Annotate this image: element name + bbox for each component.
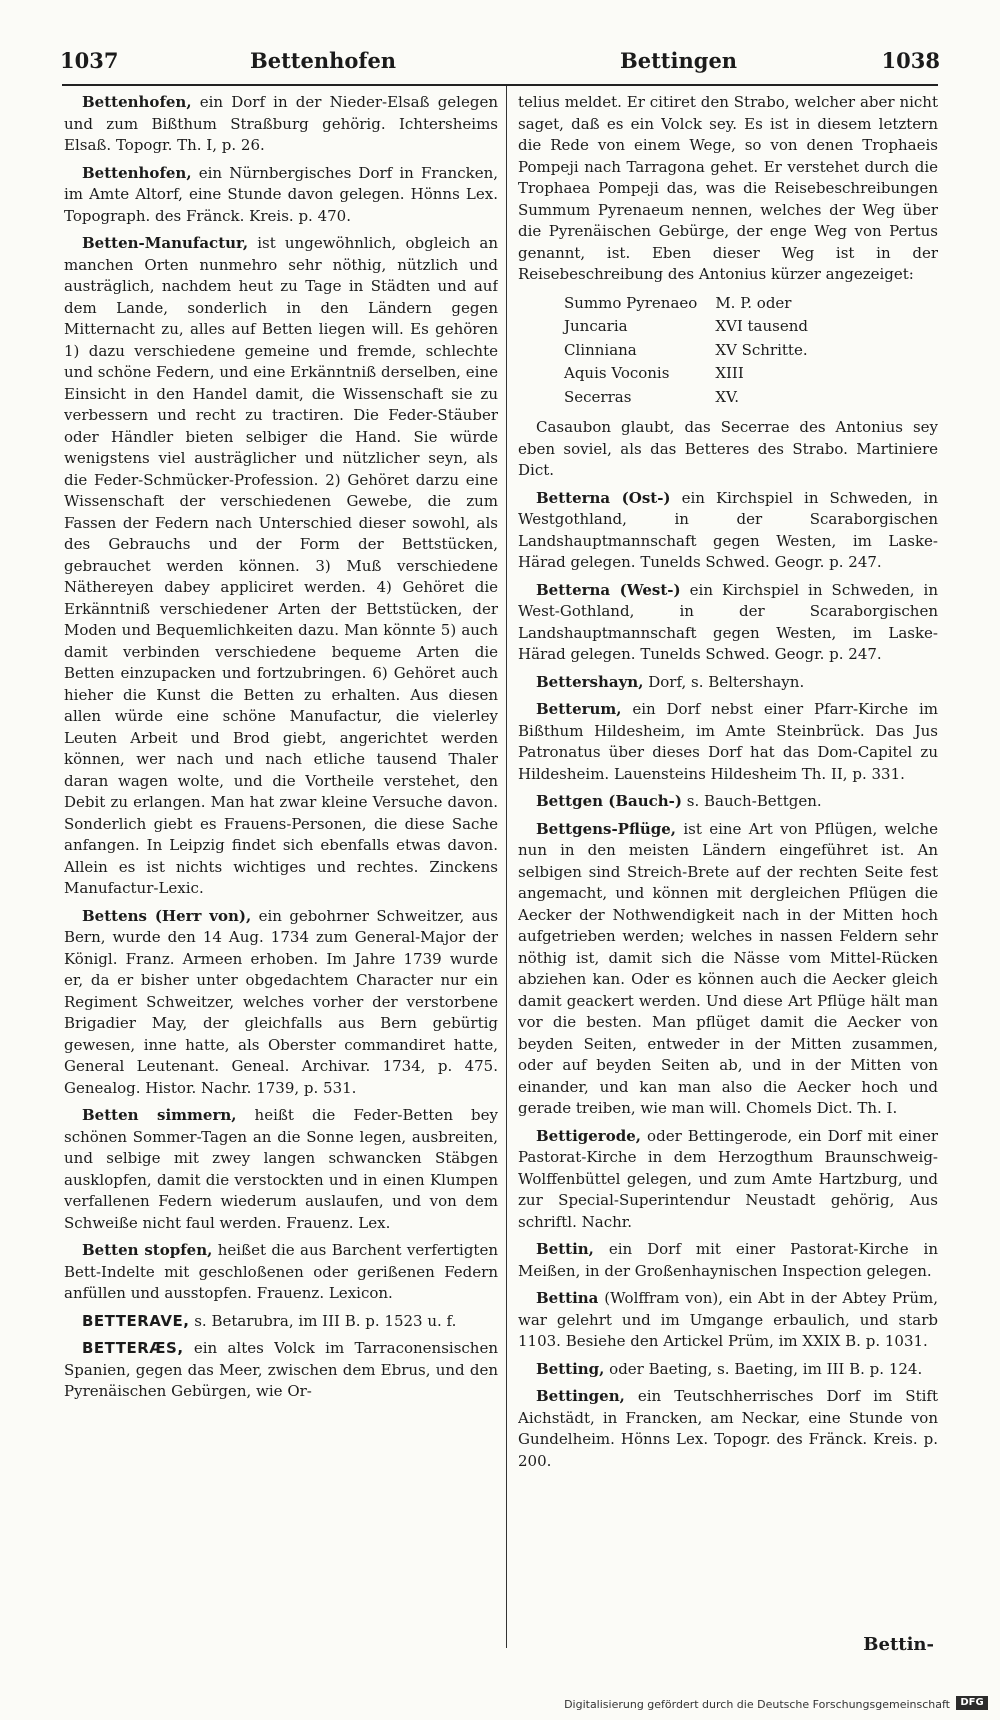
entry-text: s. Betarubra, im III B. p. 1523 u. f. xyxy=(189,1311,457,1330)
entry-betten-stopfen xyxy=(64,1240,498,1305)
entry-text: ein Nürnbergisches Dorf in Francken, im Amte Altorf, eine Stunde davon gelegen. Hönns Lex. Topograph. des Fränck. Kreis. p. 470. xyxy=(64,163,498,225)
entry-text: ein Dorf in der Nieder-Elsaß gelegen und zum Bißthum Straßburg gehörig. Ichtersheims Elsaß. Topogr. Th. I, p. 26. xyxy=(64,93,498,154)
funding-note: Digitalisierung gefördert durch die Deutsche Forschungsgemeinschaft xyxy=(564,1698,950,1711)
headword: Bettens (Herr von), xyxy=(82,906,252,925)
entry-bettens xyxy=(64,906,498,1100)
headword: BETTERAVE, xyxy=(82,1311,190,1330)
table-row xyxy=(564,315,826,339)
entry-text: oder Bettingerode, ein Dorf mit einer Pastorat-Kirche in dem Herzogthum Braunschweig-Wolffenbüttel gelegen, und zum Amte Hartzburg, und zur Special-Superintendur Neustadt gehörig, Aus schriftl. Nachr. xyxy=(518,1126,938,1231)
table-row xyxy=(564,339,826,363)
route-place: Summo Pyrenaeo xyxy=(564,293,698,312)
entry-bettershayn xyxy=(518,672,938,694)
headword: Betten-Manufactur, xyxy=(82,234,249,252)
continued-text: telius meldet. Er citiret den Strabo, welcher aber nicht saget, daß es ein Volck sey. Es ist in diesem letztern die Rede von einem Wege, so von denen Trophaeis Pompeji nach Tarragona gehet. Er verstehet durch die Trophaea Pompeji das, was die Reisebeschreibungen Summum Pyrenaeum nennen, welches der Weg über die Pyrenäischen Gebürge, der enge Weg von Pertus genannt, ist. Eben dieser Weg ist in der Reisebeschreibung des Antonius kürzer angezeiget: xyxy=(518,93,938,283)
footer xyxy=(0,1690,1000,1720)
catchword: Bettin- xyxy=(863,1634,934,1655)
dfg-logo: DFG xyxy=(956,1696,988,1710)
entry-text: ein gebohrner Schweitzer, aus Bern, wurde den 14 Aug. 1734 zum General-Major der Königl. Franz. Armeen erhoben. Im Jahre 1739 wurde er, da er bisher unter obgedachtem Character nur ein Regiment Schweitzer, welches vorher der verstorbene Brigadier May, der gleichfalls aus Bern gebürtig gewesen, inne hatte, als Oberster commandiret hatte, General Leutenant. Geneal. Archivar. 1734, p. 475. Genealog. Histor. Nachr. 1739, p. 531. xyxy=(64,906,498,1097)
left-column xyxy=(64,92,498,1652)
entry-bettenhofen-2 xyxy=(64,163,498,228)
header-rule xyxy=(62,84,938,86)
entry-betten-manufactur xyxy=(64,233,498,900)
headword: BETTERÆS, xyxy=(82,1339,184,1357)
entry-text: s. Bauch-Bettgen. xyxy=(682,792,822,810)
headword: Bettingen, xyxy=(536,1387,625,1405)
headword: Betten simmern, xyxy=(82,1106,237,1124)
itinerary-table xyxy=(564,292,826,410)
entry-betting xyxy=(518,1359,938,1381)
entry-bettingen xyxy=(518,1386,938,1472)
headword: Bettenhofen, xyxy=(82,93,192,111)
entry-betterum xyxy=(518,699,938,785)
route-place: Juncaria xyxy=(564,317,628,335)
entry-text: ein Teutschherrisches Dorf im Stift Aichstädt, in Francken, am Neckar, eine Stunde von Gundelheim. Hönns Lex. Topogr. des Fränck. Kreis. p. 200. xyxy=(518,1387,938,1470)
route-place: Clinniana xyxy=(564,340,637,359)
route-distance: XIII xyxy=(715,364,744,382)
entry-bettenhofen-1 xyxy=(64,92,498,157)
table-row xyxy=(564,362,826,386)
entry-text: oder Baeting, s. Baeting, im III B. p. 124. xyxy=(604,1359,923,1378)
headword: Bettgen (Bauch-) xyxy=(536,792,683,810)
headword: Bettershayn, xyxy=(536,672,644,691)
route-distance: XV. xyxy=(715,387,739,406)
running-title-right: Bettingen xyxy=(620,48,738,73)
entry-bettgens-pfluege xyxy=(518,819,938,1120)
entry-text: ein Kirchspiel in Schweden, in Westgothland, in der Scaraborgischen Landshauptmannschaft gegen Westen, im Laske-Härad gelegen. Tunelds Schwed. Geogr. p. 247. xyxy=(518,488,938,571)
route-distance: XVI tausend xyxy=(715,317,808,335)
entry-text: heißt die Feder-Betten bey schönen Sommer-Tagen an die Sonne legen, ausbreiten, und selbige mit zwey langen schwancken Stäbgen ausklopfen, damit die verstockten und in einen Klumpen verfallenen Federn wiederum auslaufen, und von dem Schweiße nicht faul werden. Frauenz. Lex. xyxy=(64,1106,498,1232)
headword: Betterna (Ost-) xyxy=(536,488,671,507)
route-distance: XV Schritte. xyxy=(715,340,808,359)
entry-betterna-ost xyxy=(518,488,938,574)
headword: Betterna (West-) xyxy=(536,580,681,599)
headword: Bettina xyxy=(536,1289,599,1307)
entry-text: ein Dorf mit einer Pastorat-Kirche in Meißen, in der Großenhaynischen Inspection gelegen. xyxy=(518,1240,938,1280)
route-place: Secerras xyxy=(564,387,632,406)
entry-betteraes xyxy=(64,1338,498,1403)
entry-bettin xyxy=(518,1239,938,1282)
running-title-left: Bettenhofen xyxy=(250,48,397,73)
entry-betterna-west xyxy=(518,580,938,666)
entry-betten-simmern xyxy=(64,1105,498,1234)
entry-text: ein Dorf nebst einer Pfarr-Kirche im Bißthum Hildesheim, im Amte Steinbrück. Das Jus Patronatus über dieses Dorf hat das Dom-Capitel zu Hildesheim. Lauensteins Hildesheim Th. II, p. 331. xyxy=(518,700,938,783)
headword: Betting, xyxy=(536,1359,605,1378)
entry-betterave xyxy=(64,1311,498,1333)
casaubon-note: Casaubon glaubt, das Secerrae des Antonius sey eben soviel, als das Betteres des Strabo. Martiniere Dict. xyxy=(518,418,938,479)
headword: Bettin, xyxy=(536,1240,594,1258)
headword: Bettgens-Pflüge, xyxy=(536,819,677,838)
route-distance: M. P. oder xyxy=(715,293,792,312)
column-divider xyxy=(506,86,507,1648)
headword: Bettenhofen, xyxy=(82,163,192,182)
table-row xyxy=(564,386,826,410)
entry-bettigerode xyxy=(518,1126,938,1234)
entry-bettina xyxy=(518,1288,938,1353)
entry-text: Dorf, s. Beltershayn. xyxy=(643,672,805,691)
entry-text: ein altes Volck im Tarraconensischen Spanien, gegen das Meer, zwischen dem Ebrus, und den Pyrenäischen Gebürgen, wie Or- xyxy=(64,1339,498,1400)
entry-text: (Wolffram von), ein Abt in der Abtey Prüm, war gelehrt und im Umgange erbaulich, und starb 1103. Besiehe den Artickel Prüm, im XXIX B. p. 1031. xyxy=(518,1289,938,1350)
headword: Betterum, xyxy=(536,700,622,718)
entry-text: ist eine Art von Pflügen, welche nun in den meisten Ländern eingeführet ist. An selbigen sind Streich-Brete auf der rechten Seite fest angemacht, und können mit dergleichen Pflügen die Aecker der Nothwendigkeit nach in der Mitten hoch aufgetrieben werden; welches in nassen Feldern sehr nöthig ist, damit sich die Nässe vom Mittel-Rücken abziehen kan. Oder es können auch die Aecker gleich damit geackert werden. Und diese Art Pflüge hält man vor die besten. Man pflüget damit die Aecker von beyden Seiten, entweder in der Mitten zusammen, oder auf beyden Seiten ab, und in der Mitten von einander, und kan man also die Aecker hoch und gerade treiben, wie man will. Chomels Dict. Th. I. xyxy=(518,819,938,1117)
page-number-right: 1038 xyxy=(881,48,940,73)
entry-text: ein Kirchspiel in Schweden, in West-Gothland, in der Scaraborgischen Landshauptmannschaft gegen Westen, im Laske-Härad gelegen. Tunelds Schwed. Geogr. p. 247. xyxy=(518,580,938,663)
headword: Bettigerode, xyxy=(536,1126,641,1145)
table-row xyxy=(564,292,826,316)
page-header xyxy=(60,48,940,82)
entry-text: ist ungewöhnlich, obgleich an manchen Orten nunmehro sehr nöthig, nützlich und austräglich, nachdem heut zu Tage in Städten und auf dem Lande, sonderlich in den Ländern gegen Mitternacht zu, alles auf Betten liegen will. Es gehören 1) dazu verschiedene gemeine und fremde, schlechte und schöne Federn, und eine Erkänntniß derselben, eine Einsicht in den Handel damit, die Wissenschaft sie zu verbessern und recht zu tractiren. Die Feder-Stäuber oder Händler bieten selbiger die Hand. Sie würde wenigstens viel austräglicher und nützlicher seyn, als die Feder-Schmücker-Profession. 2) Gehöret darzu eine Wissenschaft der verschiedenen Gewebe, die zum Fassen der Federn nach Unterschied dieser sowohl, als des Gebrauchs und der Form der Bettstücken, gebrauchet werden können. 3) Muß verschiedene Näthereyen dabey appliciret werden. 4) Gehöret die Erkänntniß verschiedener Arten der Bettstücken, der Moden und Bequemlichkeiten dazu. Man könnte 5) auch damit verbinden verschiedene bequeme Arten die Betten einzupacken und fortzubringen. 6) Gehöret auch hieher die Kunst die Betten zu erhalten. Aus diesen allen würde eine schöne Manufactur, die vielerley Leuten Arbeit und Brod giebt, angerichtet werden können, wer nach und nach etliche tausend Thaler daran wagen wolte, und die Vortheile verstehet, den Debit zu erlangen. Man hat zwar kleine Versuche davon. Sonderlich giebt es Frauens-Personen, die diese Sache anfangen. In Leipzig findet sich ebenfalls etwas davon. Allein es ist nichts wichtiges und rechtes. Zinckens Manufactur-Lexic. xyxy=(64,234,498,897)
right-column xyxy=(518,92,938,1652)
headword: Betten stopfen, xyxy=(82,1241,213,1259)
page-number-left: 1037 xyxy=(60,48,119,73)
entry-bettgen xyxy=(518,791,938,813)
route-place: Aquis Voconis xyxy=(564,364,670,382)
entry-text: heißet die aus Barchent verfertigten Bett-Indelte mit geschloßenen oder gerißenen Federn anfüllen und ausstopfen. Frauenz. Lexicon. xyxy=(64,1241,498,1302)
